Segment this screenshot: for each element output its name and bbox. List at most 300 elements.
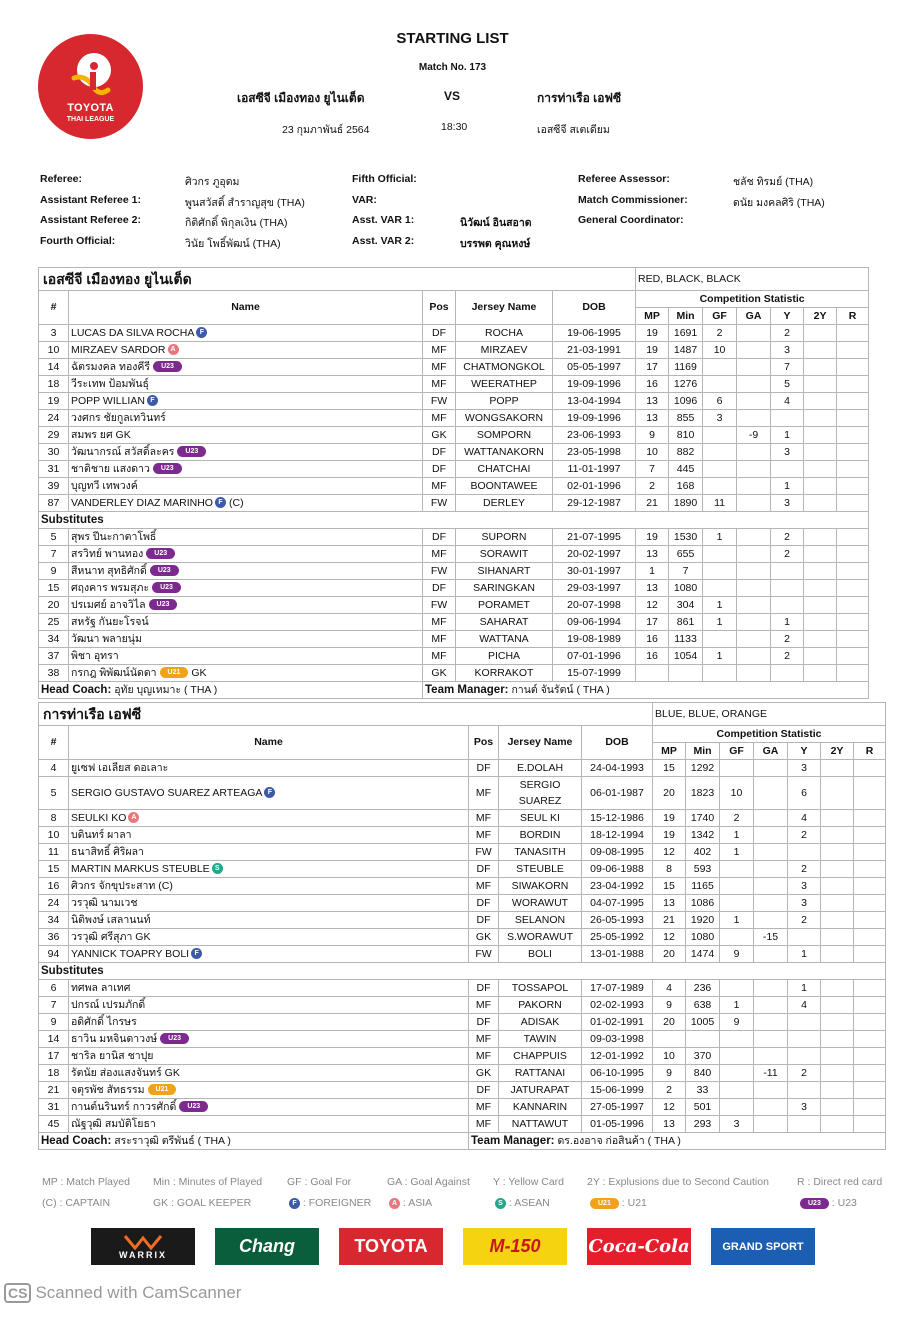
player-name: MIRZAEV SARDOR — [71, 343, 166, 356]
head-coach-cell — [39, 1133, 469, 1150]
player-dob: 20-07-1998 — [553, 597, 636, 614]
stat-min: 855 — [669, 410, 703, 427]
player-dob: 19-09-1996 — [553, 376, 636, 393]
official-label: Referee Assessor: — [578, 173, 670, 185]
stat-y2 — [804, 393, 837, 410]
stat-y2 — [821, 1065, 854, 1082]
stat-ga — [754, 878, 788, 895]
legend-gf: GF : Goal For — [287, 1176, 352, 1188]
stat-gf: 10 — [720, 777, 754, 810]
player-jersey: SARINGKAN — [456, 580, 553, 597]
stat-y — [771, 580, 804, 597]
stat-y — [788, 1082, 821, 1099]
player-pos: MF — [469, 777, 499, 810]
home-team-title: เอสซีจี เมืองทอง ยูไนเต็ด — [237, 91, 365, 105]
player-row — [39, 461, 869, 478]
legend-asia: A : ASIA — [387, 1197, 432, 1209]
legend-2y: 2Y : Explusions due to Second Caution — [587, 1176, 769, 1188]
player-row — [39, 478, 869, 495]
player-row — [39, 1014, 886, 1031]
stat-mp: 13 — [636, 393, 669, 410]
stat-ga — [754, 997, 788, 1014]
player-number: 4 — [39, 760, 69, 777]
stat-gf — [703, 665, 737, 682]
stat-r — [854, 861, 886, 878]
player-pos: MF — [423, 410, 456, 427]
stat-y: 4 — [771, 393, 804, 410]
player-number: 25 — [39, 614, 69, 631]
stat-mp: 9 — [653, 997, 686, 1014]
stat-min: 1487 — [669, 342, 703, 359]
stat-ga — [737, 393, 771, 410]
player-name-cell — [69, 1014, 469, 1031]
player-pos: DF — [469, 861, 499, 878]
player-name-cell — [69, 410, 423, 427]
stat-ga — [737, 444, 771, 461]
stat-ga — [754, 777, 788, 810]
stat-mp: 20 — [653, 777, 686, 810]
stat-r — [837, 529, 869, 546]
player-pos: DF — [469, 980, 499, 997]
player-jersey: WATTANAKORN — [456, 444, 553, 461]
stat-mp: 19 — [653, 827, 686, 844]
player-pos: MF — [423, 342, 456, 359]
stat-y — [771, 461, 804, 478]
player-name-cell — [69, 1048, 469, 1065]
stat-y — [788, 1031, 821, 1048]
player-dob: 19-08-1989 — [553, 631, 636, 648]
player-dob: 15-12-1986 — [582, 810, 653, 827]
player-jersey: SIHANART — [456, 563, 553, 580]
asia-badge-icon: A — [128, 812, 139, 823]
stat-min: 1165 — [686, 878, 720, 895]
player-number: 29 — [39, 427, 69, 444]
team-manager-label: Team Manager: — [425, 683, 509, 696]
stat-y: 1 — [771, 478, 804, 495]
player-row — [39, 895, 886, 912]
stat-y2 — [804, 478, 837, 495]
col-dob: DOB — [582, 726, 653, 760]
col-y: Y — [788, 743, 821, 760]
player-number: 10 — [39, 827, 69, 844]
legend-min: Min : Minutes of Played — [153, 1176, 263, 1188]
stat-ga — [754, 1048, 788, 1065]
player-name-cell — [69, 529, 423, 546]
player-row — [39, 648, 869, 665]
player-jersey: TANASITH — [499, 844, 582, 861]
legend-y: Y : Yellow Card — [493, 1176, 565, 1188]
stat-y2 — [804, 614, 837, 631]
player-row — [39, 563, 869, 580]
player-role-suffix: GK — [191, 666, 207, 679]
stat-y — [788, 1014, 821, 1031]
stat-y — [788, 844, 821, 861]
stat-mp: 16 — [636, 631, 669, 648]
player-name-cell — [69, 495, 423, 512]
player-pos: DF — [469, 1082, 499, 1099]
head-coach-cell — [39, 682, 423, 699]
camscanner-watermark: CS Scanned with CamScanner — [4, 1283, 241, 1303]
player-row — [39, 980, 886, 997]
player-name: รัตนัย ส่องแสงจันทร์ GK — [71, 1066, 180, 1079]
head-coach-name: สระราวุฒิ ตรีพันธ์ ( THA ) — [114, 1134, 231, 1147]
stat-ga: -11 — [754, 1065, 788, 1082]
stat-y: 2 — [788, 912, 821, 929]
stat-gf: 3 — [720, 1116, 754, 1133]
stat-ga — [737, 529, 771, 546]
page-title: STARTING LIST — [396, 30, 509, 47]
stat-r — [837, 563, 869, 580]
stat-mp: 21 — [636, 495, 669, 512]
stat-ga — [737, 478, 771, 495]
player-name: ศฤงคาร พรมสุภะ — [71, 581, 150, 594]
stat-r — [837, 580, 869, 597]
stat-y2 — [804, 461, 837, 478]
stat-y: 3 — [788, 760, 821, 777]
substitutes-row — [39, 512, 869, 529]
player-number: 7 — [39, 546, 69, 563]
stat-mp: 19 — [653, 810, 686, 827]
stat-gf — [720, 1048, 754, 1065]
player-row — [39, 929, 886, 946]
stat-min: 882 — [669, 444, 703, 461]
stat-y2 — [804, 665, 837, 682]
player-name: กรกฎ พิพัฒน์นัดดา — [71, 666, 157, 679]
player-name: จตุรพัช สัทธรรม — [71, 1083, 145, 1096]
player-dob: 01-05-1996 — [582, 1116, 653, 1133]
stat-gf: 1 — [703, 648, 737, 665]
player-name: ศิวกร จักขุประสาท (C) — [71, 879, 173, 892]
team-kit-colors: RED, BLACK, BLACK — [636, 268, 869, 291]
column-header-row — [39, 726, 886, 743]
player-jersey: KANNARIN — [499, 1099, 582, 1116]
u21-badge-icon: U21 — [148, 1084, 177, 1095]
stat-y: 3 — [788, 878, 821, 895]
player-name: ยูเซฟ เอเลียส ดอเลาะ — [71, 761, 169, 774]
substitutes-label: Substitutes — [39, 963, 886, 980]
stat-gf — [703, 376, 737, 393]
player-name-cell — [69, 478, 423, 495]
col-y2: 2Y — [821, 743, 854, 760]
player-pos: FW — [423, 393, 456, 410]
stat-mp — [636, 665, 669, 682]
player-dob: 06-10-1995 — [582, 1065, 653, 1082]
stat-ga — [754, 827, 788, 844]
stat-r — [837, 495, 869, 512]
col-pos: Pos — [423, 291, 456, 325]
legend-u23: U23 : U23 — [797, 1197, 857, 1209]
player-jersey: DERLEY — [456, 495, 553, 512]
col-r: R — [854, 743, 886, 760]
stat-min: 1080 — [686, 929, 720, 946]
player-jersey: BOLI — [499, 946, 582, 963]
player-pos: MF — [423, 614, 456, 631]
stat-mp: 7 — [636, 461, 669, 478]
player-name-cell — [69, 461, 423, 478]
player-pos: FW — [423, 495, 456, 512]
player-dob: 02-02-1993 — [582, 997, 653, 1014]
stat-ga — [737, 580, 771, 597]
player-name-cell — [69, 777, 469, 810]
player-dob: 05-05-1997 — [553, 359, 636, 376]
player-dob: 17-07-1989 — [582, 980, 653, 997]
player-number: 6 — [39, 980, 69, 997]
player-number: 87 — [39, 495, 69, 512]
official-value: ชลัช ทิรมย์ (THA) — [733, 176, 814, 188]
stat-ga — [737, 546, 771, 563]
player-dob: 13-01-1988 — [582, 946, 653, 963]
player-jersey: SAHARAT — [456, 614, 553, 631]
stat-mp: 2 — [636, 478, 669, 495]
player-name: ณัฐวุฒิ สมบัติโยธา — [71, 1117, 156, 1130]
sponsor-toyota: TOYOTA — [339, 1228, 443, 1265]
player-row — [39, 1082, 886, 1099]
player-name: SEULKI KO — [71, 811, 127, 824]
foreigner-badge-icon: F — [264, 787, 275, 798]
stat-ga — [754, 810, 788, 827]
player-name-cell — [69, 563, 423, 580]
stat-gf — [703, 478, 737, 495]
stat-r — [854, 997, 886, 1014]
stat-mp: 19 — [636, 325, 669, 342]
col-mp: MP — [636, 308, 669, 325]
player-jersey: STEUBLE — [499, 861, 582, 878]
player-jersey: SELANON — [499, 912, 582, 929]
player-dob: 18-12-1994 — [582, 827, 653, 844]
stat-min: 593 — [686, 861, 720, 878]
stat-y2 — [821, 844, 854, 861]
player-jersey: PORAMET — [456, 597, 553, 614]
foreigner-badge-icon: F — [191, 948, 202, 959]
team-manager-cell — [423, 682, 869, 699]
player-name: VANDERLEY DIAZ MARINHO — [71, 496, 213, 509]
player-name: บดินทร์ ผาลา — [71, 828, 132, 841]
stat-r — [854, 810, 886, 827]
player-number: 16 — [39, 878, 69, 895]
official-label: Assistant Referee 1: — [40, 194, 141, 206]
player-row — [39, 546, 869, 563]
player-pos: MF — [469, 810, 499, 827]
stat-mp: 13 — [653, 1116, 686, 1133]
legend-u21: U21 : U21 — [587, 1197, 647, 1209]
stat-min: 501 — [686, 1099, 720, 1116]
player-name-cell — [69, 827, 469, 844]
player-dob: 19-06-1995 — [553, 325, 636, 342]
player-name-cell — [69, 325, 423, 342]
player-pos: DF — [423, 444, 456, 461]
player-dob: 29-12-1987 — [553, 495, 636, 512]
stat-y: 2 — [771, 529, 804, 546]
official-value: นิวัฒน์ อินสอาด — [460, 217, 532, 229]
player-name: วีระเทพ ป้อมพันธุ์ — [71, 377, 149, 390]
stat-min: 655 — [669, 546, 703, 563]
stat-gf: 1 — [703, 597, 737, 614]
player-pos: MF — [469, 1031, 499, 1048]
stat-y: 1 — [771, 427, 804, 444]
stat-y: 4 — [788, 997, 821, 1014]
match-time: 18:30 — [441, 121, 468, 133]
vs-label: VS — [444, 89, 461, 103]
stat-r — [837, 614, 869, 631]
stat-gf — [720, 760, 754, 777]
player-name: วัฒนากรณ์ สวัสดิ์ละคร — [71, 445, 175, 458]
player-name: สรวิทย์ พานทอง — [71, 547, 144, 560]
player-jersey: CHATCHAI — [456, 461, 553, 478]
stat-r — [854, 1065, 886, 1082]
player-jersey: JATURAPAT — [499, 1082, 582, 1099]
stat-y: 2 — [771, 648, 804, 665]
player-jersey: NATTAWUT — [499, 1116, 582, 1133]
player-row — [39, 342, 869, 359]
official-label: Referee: — [40, 173, 83, 185]
player-pos: MF — [469, 878, 499, 895]
player-number: 14 — [39, 1031, 69, 1048]
official-value: ดนัย มงคลศิริ (THA) — [733, 197, 825, 209]
stat-gf: 1 — [720, 844, 754, 861]
stat-y: 3 — [771, 444, 804, 461]
official-value: ศิวกร ภูอุดม — [185, 176, 240, 188]
player-number: 94 — [39, 946, 69, 963]
player-jersey: SORAWIT — [456, 546, 553, 563]
player-number: 21 — [39, 1082, 69, 1099]
staff-row — [39, 682, 869, 699]
stat-y — [788, 929, 821, 946]
stat-ga: -9 — [737, 427, 771, 444]
player-row — [39, 529, 869, 546]
stat-y: 2 — [788, 827, 821, 844]
home-roster-table — [38, 267, 869, 699]
stat-y: 3 — [771, 342, 804, 359]
stat-gf: 2 — [703, 325, 737, 342]
player-name-cell — [69, 631, 423, 648]
stat-mp: 13 — [636, 410, 669, 427]
player-pos: MF — [423, 631, 456, 648]
stat-y2 — [804, 631, 837, 648]
player-jersey: PICHA — [456, 648, 553, 665]
player-name: วัฒนา พลายนุ่ม — [71, 632, 142, 645]
player-name-cell — [69, 946, 469, 963]
stat-min: 1096 — [669, 393, 703, 410]
column-header-row — [39, 291, 869, 308]
player-name: สุพร ปีนะกาตาโพธิ์ — [71, 530, 157, 543]
stat-gf — [720, 1065, 754, 1082]
stat-y2 — [821, 878, 854, 895]
stat-gf — [720, 1031, 754, 1048]
player-name: ธนาสิทธิ์ ศิริผลา — [71, 845, 144, 858]
logo-text-toyota: TOYOTA — [67, 102, 114, 114]
col-y: Y — [771, 308, 804, 325]
player-name-cell — [69, 997, 469, 1014]
col-gf: GF — [703, 308, 737, 325]
stat-y2 — [821, 997, 854, 1014]
stat-min: 861 — [669, 614, 703, 631]
stat-y2 — [804, 495, 837, 512]
player-number: 20 — [39, 597, 69, 614]
stat-r — [854, 844, 886, 861]
substitutes-label: Substitutes — [39, 512, 869, 529]
player-name-cell — [69, 1031, 469, 1048]
stat-r — [837, 427, 869, 444]
warrix-logo-icon — [123, 1234, 163, 1250]
official-label: Fourth Official: — [40, 235, 116, 247]
player-row — [39, 665, 869, 682]
player-dob: 09-06-1988 — [582, 861, 653, 878]
stat-y: 1 — [788, 946, 821, 963]
player-row — [39, 777, 886, 810]
stat-ga — [737, 614, 771, 631]
stat-min: 840 — [686, 1065, 720, 1082]
stat-mp: 9 — [636, 427, 669, 444]
col-stat-group: Competition Statistic — [636, 291, 869, 308]
player-jersey: KORRAKOT — [456, 665, 553, 682]
player-jersey: WORAWUT — [499, 895, 582, 912]
player-pos: DF — [423, 325, 456, 342]
stat-y2 — [821, 895, 854, 912]
stat-gf: 9 — [720, 946, 754, 963]
player-row — [39, 614, 869, 631]
stat-ga — [737, 631, 771, 648]
player-jersey: ROCHA — [456, 325, 553, 342]
stat-y2 — [804, 597, 837, 614]
player-dob: 29-03-1997 — [553, 580, 636, 597]
player-pos: MF — [469, 827, 499, 844]
player-row — [39, 325, 869, 342]
stat-gf — [720, 980, 754, 997]
team-name: การท่าเรือ เอฟซี — [39, 703, 653, 726]
player-pos: MF — [423, 648, 456, 665]
player-jersey: SERGIO SUAREZ — [499, 777, 582, 810]
player-dob: 25-05-1992 — [582, 929, 653, 946]
player-number: 15 — [39, 580, 69, 597]
player-number: 36 — [39, 929, 69, 946]
stat-r — [854, 1048, 886, 1065]
stat-ga — [754, 1082, 788, 1099]
player-jersey: WEERATHEP — [456, 376, 553, 393]
player-dob: 09-08-1995 — [582, 844, 653, 861]
player-name-cell — [69, 546, 423, 563]
stat-r — [837, 631, 869, 648]
stat-y2 — [821, 861, 854, 878]
col-name: Name — [69, 291, 423, 325]
stat-y — [788, 1048, 821, 1065]
away-roster-table — [38, 702, 886, 1150]
col-number: # — [39, 291, 69, 325]
stat-mp: 13 — [636, 580, 669, 597]
player-dob: 07-01-1996 — [553, 648, 636, 665]
player-name: นิติพงษ์ เสลานนท์ — [71, 913, 151, 926]
asia-badge-icon: A — [389, 1198, 400, 1209]
legend-r: R : Direct red card — [797, 1176, 883, 1188]
stat-ga — [737, 563, 771, 580]
player-name-cell — [69, 1099, 469, 1116]
league-logo — [38, 34, 143, 139]
player-pos: MF — [469, 1048, 499, 1065]
u21-badge-icon: U21 — [160, 667, 189, 678]
u23-badge-icon: U23 — [177, 446, 206, 457]
legend-mp: MP : Match Played — [42, 1176, 130, 1188]
player-name-cell — [69, 597, 423, 614]
stat-mp: 12 — [653, 844, 686, 861]
stat-r — [837, 325, 869, 342]
player-name: พิชา อุทรา — [71, 649, 119, 662]
stat-y2 — [804, 359, 837, 376]
player-number: 3 — [39, 325, 69, 342]
col-jersey: Jersey Name — [499, 726, 582, 760]
player-dob: 11-01-1997 — [553, 461, 636, 478]
stat-mp: 15 — [653, 878, 686, 895]
stat-r — [837, 359, 869, 376]
stat-min: 1920 — [686, 912, 720, 929]
